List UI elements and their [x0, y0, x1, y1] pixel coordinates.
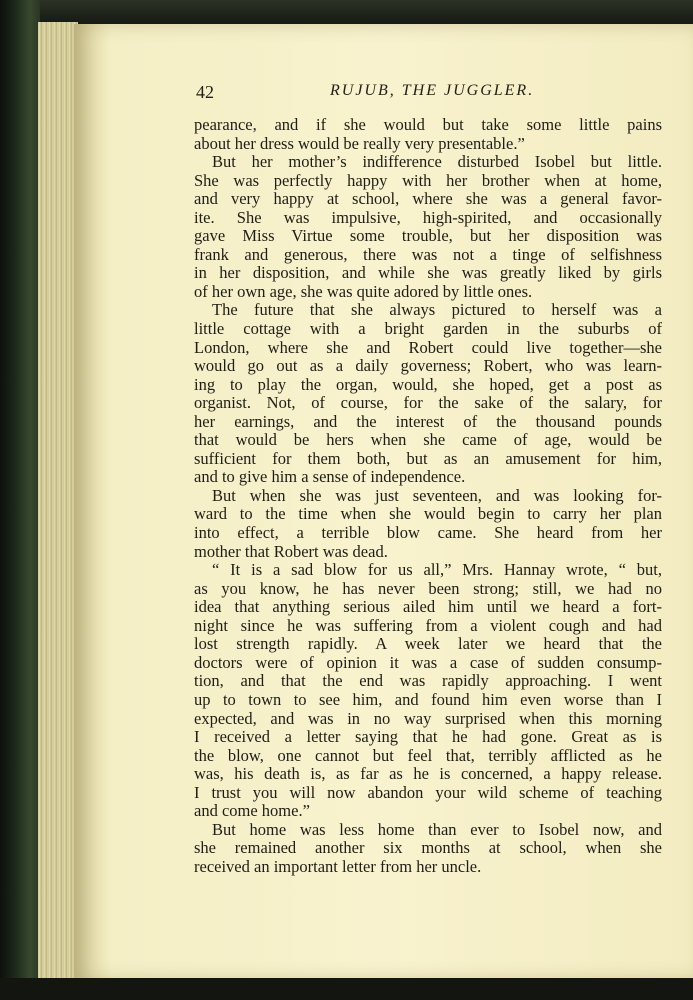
- text-line: pearance, and if she would but take some little pains: [194, 115, 662, 134]
- text-line: ward to the time when she would begin to carry her plan: [194, 504, 662, 524]
- book-cover-top: [0, 0, 693, 26]
- text-line: She was perfectly happy with her brother when at home,: [194, 170, 662, 190]
- page-edges: [38, 22, 78, 982]
- text-line: gave Miss Virtue some trouble, but her disposition was: [194, 226, 662, 246]
- running-title: RUJUB, THE JUGGLER.: [330, 82, 535, 99]
- text-line: lost strength rapidly. A week later we heard that the: [194, 634, 662, 654]
- text-line: and come home.”: [194, 801, 310, 821]
- text-line: little cottage with a bright garden in the suburbs of: [194, 319, 662, 339]
- text-line: night since he was suffering from a violent cough and had: [194, 615, 662, 635]
- text-line: London, where she and Robert could live together—she: [194, 337, 662, 357]
- text-line: and to give him a sense of independence.: [194, 467, 466, 487]
- text-line: in her disposition, and while she was greatly liked by girls: [194, 263, 662, 283]
- text-line: I received a letter saying that he had gone. Great as is: [194, 727, 662, 747]
- text-line: as you know, he has never been strong; still, we had no: [194, 578, 662, 598]
- text-line: that would be hers when she came of age, would be: [194, 430, 662, 450]
- book-cover-bottom: [0, 978, 693, 1000]
- text-line: doctors were of opinion it was a case of sudden consump-: [194, 652, 662, 672]
- text-line: about her dress would be really very presentable.”: [194, 133, 525, 153]
- text-line: organist. Not, of course, for the sake of the salary, for: [194, 393, 662, 413]
- text-line: “ It is a sad blow for us all,” Mrs. Hannay wrote, “ but,: [212, 560, 662, 580]
- book-cover-spine: [0, 0, 40, 1000]
- text-line: But home was less home than ever to Isobel now, and: [212, 819, 662, 839]
- text-line: the blow, one cannot but feel that, terribly afflicted as he: [194, 745, 662, 765]
- text-line: would go out as a daily governess; Robert, who was learn-: [194, 356, 662, 376]
- text-line: The future that she always pictured to herself was a: [212, 300, 662, 320]
- text-line: received an important letter from her uncle.: [194, 856, 482, 876]
- text-line: she remained another six months at school, when she: [194, 838, 662, 858]
- text-line: idea that anything serious ailed him until we heard a fort-: [194, 597, 662, 617]
- text-line: tion, and that the end was rapidly approaching. I went: [194, 671, 662, 691]
- running-head: [196, 82, 664, 106]
- text-line: expected, and was in no way surprised when this morning: [194, 708, 662, 728]
- text-line: I trust you will now abandon your wild scheme of teaching: [194, 782, 662, 802]
- text-line: mother that Robert was dead.: [194, 541, 388, 561]
- text-line: But when she was just seventeen, and was looking for-: [212, 485, 662, 505]
- text-line: was, his death is, as far as he is concerned, a happy release.: [194, 764, 662, 784]
- body-text: [194, 116, 662, 876]
- text-line: of her own age, she was quite adored by little ones.: [194, 281, 533, 301]
- text-line: sufficient for them both, but as an amusement for him,: [194, 448, 662, 468]
- text-line: into effect, a terrible blow came. She heard from her: [194, 523, 662, 543]
- text-line: up to town to see him, and found him even worse than I: [194, 689, 662, 709]
- text-line: her earnings, and the interest of the thousand pounds: [194, 411, 662, 431]
- text-line: ite. She was impulsive, high-spirited, and occasionally: [194, 207, 662, 227]
- text-line: and very happy at school, where she was a general favor-: [194, 189, 662, 209]
- text-line: frank and generous, there was not a tinge of selfishness: [194, 244, 662, 264]
- text-line: But her mother’s indifference disturbed Isobel but little.: [212, 152, 662, 172]
- page-number: 42: [196, 82, 214, 102]
- text-line: ing to play the organ, would, she hoped, get a post as: [194, 374, 662, 394]
